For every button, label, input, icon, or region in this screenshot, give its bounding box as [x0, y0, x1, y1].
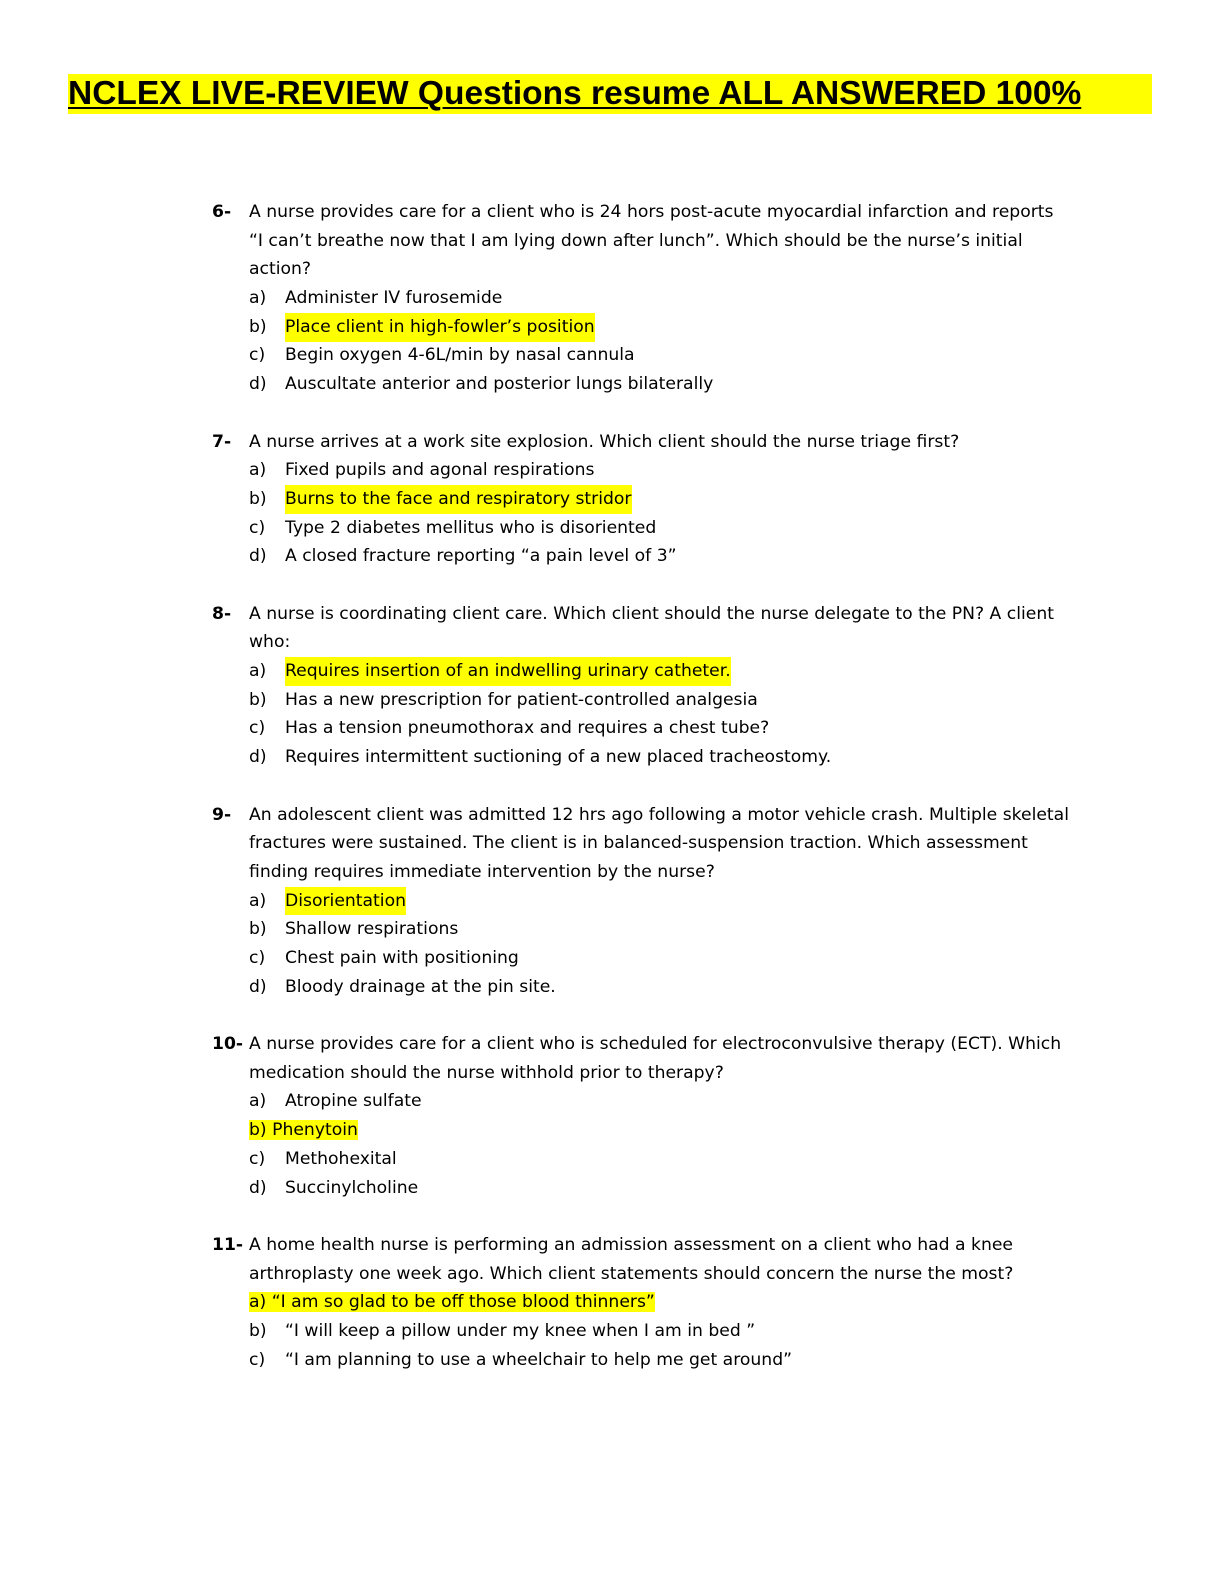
question-8: [0, 600, 1224, 772]
question-text: A nurse provides care for a client who is 24 hors post-acute myocardial infarction and reports “I can’t breathe now that I am lying down after lunch”. Which should be the nurse’s initial action?: [249, 202, 1054, 280]
option-letter: b): [249, 919, 267, 940]
option-text: Phenytoin: [272, 1120, 358, 1141]
option-text: A closed fracture reporting “a pain level of 3”: [285, 546, 677, 567]
option-letter: c): [249, 1148, 266, 1169]
option-letter: b): [249, 488, 267, 509]
option-letter: b): [249, 1120, 267, 1141]
option-a: [249, 284, 1224, 313]
option-text: Type 2 diabetes mellitus who is disoriented: [285, 517, 657, 538]
option-b: [249, 915, 1224, 944]
option-letter: c): [249, 517, 266, 538]
question-9: [0, 801, 1224, 1002]
question-6: [0, 198, 1224, 399]
option-text: Auscultate anterior and posterior lungs bilaterally: [285, 374, 714, 395]
option-text: Requires intermittent suctioning of a new placed tracheostomy.: [285, 747, 832, 768]
option-letter: b): [249, 1321, 267, 1342]
question-list: [0, 198, 1224, 1403]
option-text: Methohexital: [285, 1148, 397, 1169]
question-11: [0, 1231, 1224, 1374]
option-letter: a): [249, 460, 267, 481]
option-text: Fixed pupils and agonal respirations: [285, 460, 595, 481]
option-b-correct-answer: [249, 1116, 1224, 1145]
option-c: [249, 1145, 1224, 1174]
question-text: A nurse provides care for a client who is scheduled for electroconvulsive therapy (ECT). Which medication should the nurse withhold prior to therapy?: [249, 1034, 1062, 1083]
option-b-correct-answer: [249, 313, 1224, 342]
option-letter: c): [249, 948, 266, 969]
option-letter: d): [249, 1177, 267, 1198]
option-letter: b): [249, 316, 267, 337]
option-letter: a): [249, 890, 267, 911]
option-d: [249, 743, 1224, 772]
option-letter: a): [249, 1091, 267, 1112]
option-letter: d): [249, 546, 267, 567]
question-text: A nurse arrives at a work site explosion. Which client should the nurse triage first?: [249, 431, 960, 452]
option-text: Has a tension pneumothorax and requires a chest tube?: [285, 718, 770, 739]
option-d: [249, 973, 1224, 1002]
option-text: “I will keep a pillow under my knee when I am in bed ”: [285, 1321, 756, 1342]
option-text: Has a new prescription for patient-controlled analgesia: [285, 689, 758, 710]
option-b-correct-answer: [249, 485, 1224, 514]
page-title: NCLEX LIVE-REVIEW Questions resume ALL ANSWERED 100%: [68, 74, 1152, 114]
highlighted-answer: Requires insertion of an indwelling urinary catheter.: [285, 657, 731, 686]
option-letter: d): [249, 976, 267, 997]
question-10: [0, 1030, 1224, 1202]
option-letter: a): [249, 661, 267, 682]
option-letter: c): [249, 345, 266, 366]
question-number: 10-: [212, 1034, 244, 1055]
option-text: Shallow respirations: [285, 919, 459, 940]
option-text: Bloody drainage at the pin site.: [285, 976, 556, 997]
question-text: A home health nurse is performing an admission assessment on a client who had a knee arthroplasty one week ago. Which client statements should concern the nurse the most?: [249, 1234, 1014, 1284]
question-text: An adolescent client was admitted 12 hrs ago following a motor vehicle crash. Multiple skeletal fractures were sustained. The client is in balanced-suspension traction. Which assessment finding requires immediate intervention by the nurse?: [249, 804, 1069, 882]
option-letter: a): [249, 1292, 267, 1313]
highlighted-answer: [249, 1120, 358, 1140]
option-a-correct-answer: [249, 657, 1224, 686]
option-letter: c): [249, 1349, 266, 1370]
question-7: [0, 428, 1224, 571]
question-number: 11-: [212, 1234, 244, 1255]
option-c: [249, 514, 1224, 543]
option-letter: d): [249, 747, 267, 768]
option-b: [249, 686, 1224, 715]
question-number: 6-: [212, 202, 232, 222]
option-text: Atropine sulfate: [285, 1091, 422, 1112]
option-text: Administer IV furosemide: [285, 288, 503, 309]
highlighted-answer: Burns to the face and respiratory stridor: [285, 485, 632, 514]
option-letter: d): [249, 374, 267, 395]
option-text: Succinylcholine: [285, 1177, 419, 1198]
option-letter: b): [249, 689, 267, 710]
option-text: “I am planning to use a wheelchair to help me get around”: [285, 1349, 793, 1370]
question-number: 8-: [212, 603, 232, 624]
option-c: [249, 944, 1224, 973]
option-c: [249, 714, 1224, 743]
option-letter: c): [249, 718, 266, 739]
highlighted-answer: [249, 1292, 655, 1312]
option-a: [249, 1087, 1224, 1116]
highlighted-answer: Disorientation: [285, 887, 406, 916]
question-number: 7-: [212, 431, 232, 452]
question-number: 9-: [212, 804, 232, 825]
option-a-correct-answer: [249, 1288, 1224, 1317]
option-c: [249, 1346, 1224, 1375]
option-d: [249, 1174, 1224, 1203]
option-b: [249, 1317, 1224, 1346]
question-text: A nurse is coordinating client care. Which client should the nurse delegate to the PN? A client who:: [249, 603, 1054, 653]
option-text: Chest pain with positioning: [285, 948, 519, 969]
option-letter: a): [249, 288, 267, 309]
option-text: Begin oxygen 4-6L/min by nasal cannula: [285, 345, 635, 366]
highlighted-answer: Place client in high-fowler’s position: [285, 313, 595, 342]
option-a-correct-answer: [249, 887, 1224, 916]
option-a: [249, 456, 1224, 485]
option-c: [249, 341, 1224, 370]
option-d: [249, 370, 1224, 399]
option-d: [249, 542, 1224, 571]
option-text: “I am so glad to be off those blood thinners”: [271, 1292, 655, 1313]
